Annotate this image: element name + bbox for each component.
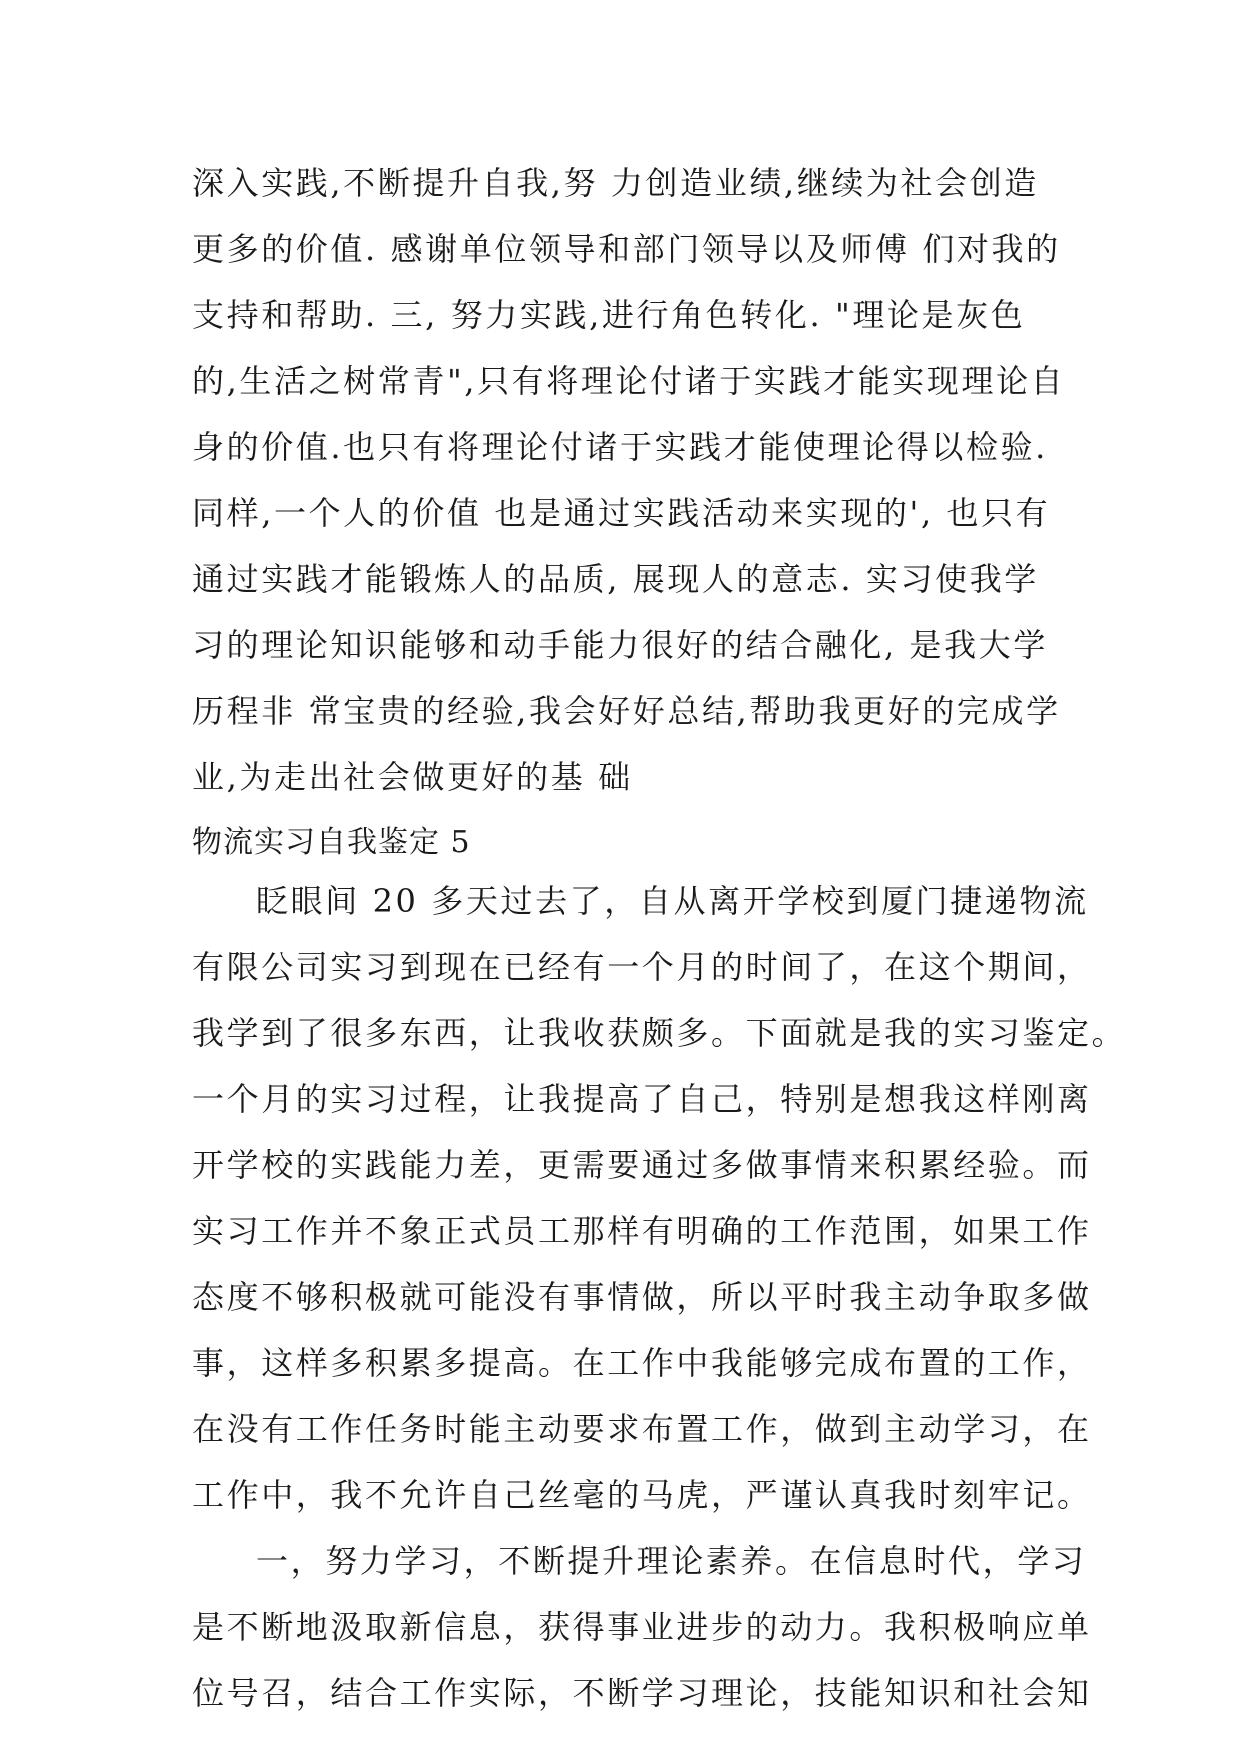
- text-line: 深入实践,不断提升自我,努 力创造业绩,继续为社会创造: [192, 164, 1039, 202]
- section-title: 物流实习自我鉴定 5: [192, 825, 471, 860]
- text-line: 实习工作并不象正式员工那样有明确的工作范围，如果工作: [192, 1212, 1092, 1250]
- text-line: 位号召，结合工作实际，不断学习理论，技能知识和社会知: [192, 1674, 1092, 1712]
- text-line: 态度不够积极就可能没有事情做，所以平时我主动争取多做: [192, 1278, 1092, 1316]
- text-line: 通过实践才能锻炼人的品质, 展现人的意志. 实习使我学: [192, 560, 1039, 598]
- text-line: 一个月的实习过程，让我提高了自己，特别是想我这样刚离: [192, 1080, 1092, 1118]
- text-line: 有限公司实习到现在已经有一个月的时间了，在这个期间，: [192, 948, 1092, 986]
- text-line: 业,为走出社会做更好的基 础: [192, 758, 633, 796]
- text-line: 工作中，我不允许自己丝毫的马虎，严谨认真我时刻牢记。: [192, 1476, 1092, 1514]
- text-line: 事，这样多积累多提高。在工作中我能够完成布置的工作，: [192, 1344, 1092, 1382]
- text-line: 习的理论知识能够和动手能力很好的结合融化, 是我大学: [192, 626, 1048, 664]
- paragraph-1: [192, 876, 1127, 1536]
- text-line: 开学校的实践能力差，更需要通过多做事情来积累经验。而: [192, 1146, 1092, 1184]
- text-line: 的,生活之树常青",只有将理论付诸于实践才能实现理论自: [192, 362, 1066, 400]
- text-line: 身的价值.也只有将理论付诸于实践才能使理论得以检验.: [192, 428, 1048, 466]
- paragraph-2: [192, 1536, 1092, 1734]
- text-line: 支持和帮助. 三, 努力实践,进行角色转化. "理论是灰色: [192, 296, 1026, 334]
- text-line: 我学到了很多东西，让我收获颇多。下面就是我的实习鉴定。: [192, 1014, 1127, 1052]
- continuation-paragraph: [192, 158, 1066, 818]
- text-line: 同样,一个人的价值 也是通过实践活动来实现的', 也只有: [192, 494, 1051, 532]
- text-line: 更多的价值. 感谢单位领导和部门领导以及师傅 们对我的: [192, 230, 1061, 268]
- text-line: 在没有工作任务时能主动要求布置工作，做到主动学习，在: [192, 1410, 1092, 1448]
- text-line: 眨眼间 20 多天过去了，自从离开学校到厦门捷递物流: [256, 882, 1089, 920]
- text-line: 一，努力学习，不断提升理论素养。在信息时代，学习: [256, 1542, 1087, 1580]
- document-page: [192, 158, 1127, 1734]
- text-line: 是不断地汲取新信息，获得事业进步的动力。我积极响应单: [192, 1608, 1092, 1646]
- text-line: 历程非 常宝贵的经验,我会好好总结,帮助我更好的完成学: [192, 692, 1061, 730]
